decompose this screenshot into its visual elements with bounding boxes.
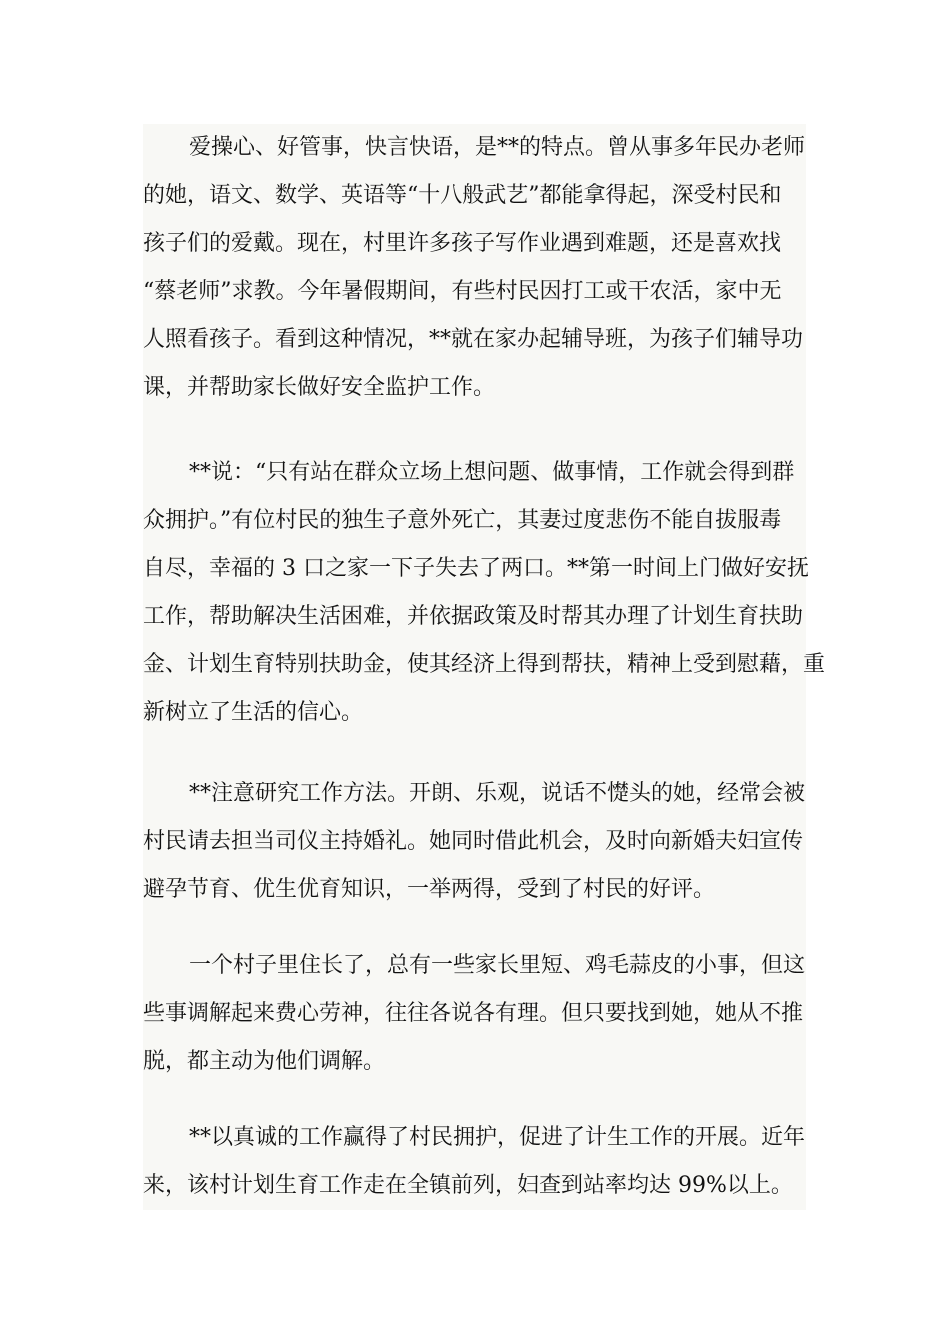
text-line: 众拥护。”有位村民的独生子意外死亡，其妻过度悲伤不能自拔服毒 — [143, 508, 782, 533]
text-line: 村民请去担当司仪主持婚礼。她同时借此机会，及时向新婚夫妇宣传 — [143, 829, 804, 854]
text-line: 课，并帮助家长做好安全监护工作。 — [143, 375, 496, 400]
text-line: **说：“只有站在群众立场上想问题、做事情，工作就会得到群 — [189, 460, 795, 485]
text-line: 的她，语文、数学、英语等“十八般武艺”都能拿得起，深受村民和 — [143, 183, 782, 208]
paragraph-2 — [143, 449, 826, 737]
text-line: 些事调解起来费心劳神，往往各说各有理。但只要找到她，她从不推 — [143, 1001, 804, 1026]
text-line: 工作，帮助解决生活困难，并依据政策及时帮其办理了计划生育扶助 — [143, 604, 804, 629]
paragraph-4 — [143, 942, 806, 1086]
text-line: 自尽，幸福的 3 口之家一下子失去了两口。**第一时间上门做好安抚 — [143, 556, 809, 581]
document-body — [143, 124, 826, 1210]
text-line: 金、计划生育特别扶助金，使其经济上得到帮扶，精神上受到慰藉，重 — [143, 652, 826, 677]
text-line: 新树立了生活的信心。 — [143, 700, 364, 725]
paragraph-5 — [143, 1114, 806, 1210]
text-line: 来，该村计划生育工作走在全镇前列，妇查到站率均达 99%以上。 — [143, 1173, 793, 1198]
text-line: 一个村子里住长了，总有一些家长里短、鸡毛蒜皮的小事，但这 — [189, 953, 806, 978]
text-line: **以真诚的工作赢得了村民拥护，促进了计生工作的开展。近年 — [189, 1125, 806, 1150]
text-line: 人照看孩子。看到这种情况，**就在家办起辅导班，为孩子们辅导功 — [143, 327, 804, 352]
text-line: 孩子们的爱戴。现在，村里许多孩子写作业遇到难题，还是喜欢找 — [143, 231, 782, 256]
text-line: “蔡老师”求教。今年暑假期间，有些村民因打工或干农活，家中无 — [143, 279, 782, 304]
text-line: 爱操心、好管事，快言快语，是**的特点。曾从事多年民办老师 — [189, 135, 806, 160]
text-line: **注意研究工作方法。开朗、乐观，说话不憷头的她，经常会被 — [189, 781, 806, 806]
paragraph-1 — [143, 124, 806, 412]
text-line: 避孕节育、优生优育知识，一举两得，受到了村民的好评。 — [143, 877, 716, 902]
paragraph-3 — [143, 770, 806, 914]
text-line: 脱，都主动为他们调解。 — [143, 1049, 386, 1074]
